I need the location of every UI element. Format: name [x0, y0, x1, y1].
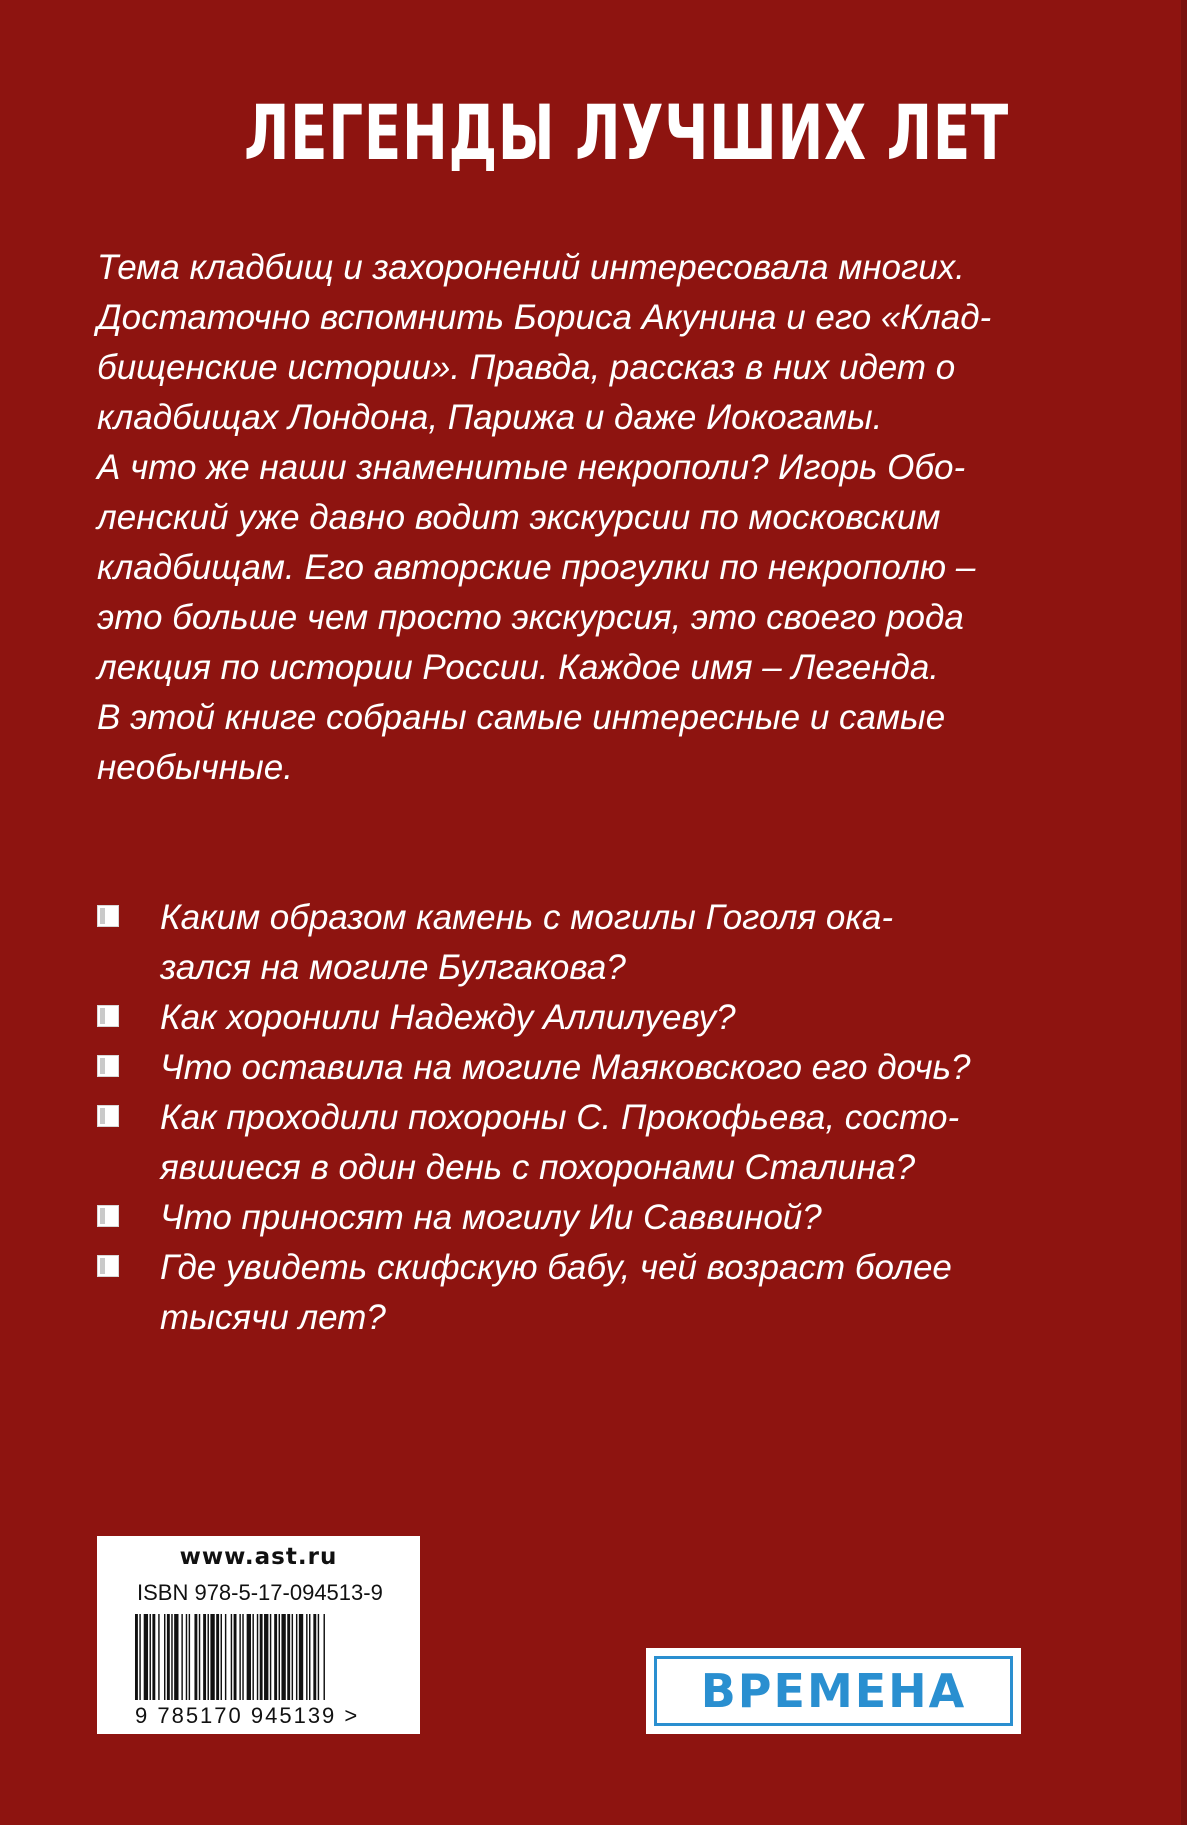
- barcode-bar: [324, 1614, 325, 1700]
- barcode-bar: [234, 1614, 237, 1700]
- barcode-bar: [164, 1614, 165, 1700]
- barcode-bar: [281, 1614, 285, 1700]
- checkbox-bullet-icon: [97, 1005, 119, 1027]
- description-line: кладбищам. Его авторские прогулки по некрополю –: [97, 548, 976, 587]
- barcode-bar: [181, 1614, 182, 1700]
- barcode-bar: [144, 1614, 148, 1700]
- question-item: [97, 993, 1077, 1043]
- logo-frame: [654, 1656, 1013, 1726]
- question-item: [97, 893, 1077, 993]
- description-line: кладбищах Лондона, Парижа и даже Иокогамы.: [97, 398, 883, 437]
- barcode-bar: [279, 1614, 280, 1700]
- barcode-bar: [231, 1614, 232, 1700]
- cover-edge: [1181, 0, 1187, 1825]
- checkbox-bullet-icon: [97, 1055, 119, 1077]
- barcode-bar: [225, 1614, 226, 1700]
- description-line: лекция по истории России. Каждое имя – Легенда.: [97, 648, 940, 687]
- barcode-bar: [296, 1614, 297, 1700]
- description-line: ленский уже давно водит экскурсии по московским: [97, 498, 941, 537]
- barcode-bar: [299, 1614, 303, 1700]
- question-line: Как проходили похороны С. Прокофьева, состо-: [160, 1098, 960, 1137]
- barcode-bar: [216, 1614, 219, 1700]
- barcode-bar: [306, 1614, 307, 1700]
- question-line: Где увидеть скифскую бабу, чей возраст более: [160, 1248, 952, 1287]
- barcode-bar: [135, 1614, 138, 1700]
- barcode-bar: [221, 1614, 222, 1700]
- description-line: Тема кладбищ и захоронений интересовала многих.: [97, 248, 965, 287]
- barcode-bar: [189, 1614, 190, 1700]
- question-line: Каким образом камень с могилы Гоголя ока-: [160, 898, 894, 937]
- question-item: [97, 1193, 1077, 1243]
- question-line: Что приносят на могилу Ии Саввиной?: [160, 1198, 822, 1237]
- barcode-bar: [171, 1614, 172, 1700]
- barcode-panel: [97, 1536, 420, 1734]
- barcode-bar: [313, 1614, 316, 1700]
- logo-text: ВРЕМЕНА: [700, 1664, 967, 1718]
- barcode-bar: [203, 1614, 206, 1700]
- barcode-bar: [199, 1614, 200, 1700]
- barcode-bar: [208, 1614, 209, 1700]
- description-line: В этой книге собраны самые интересные и самые: [97, 698, 946, 737]
- barcode-bar: [260, 1614, 263, 1700]
- cover-title: ЛЕГЕНДЫ ЛУЧШИХ ЛЕТ: [244, 88, 1009, 177]
- description-line: бищенские истории». Правда, рассказ в них идет о: [97, 348, 956, 387]
- barcode-bar: [309, 1614, 310, 1700]
- barcode-bar: [150, 1614, 151, 1700]
- question-list: [97, 893, 1077, 1343]
- question-item: [97, 1243, 1077, 1343]
- barcode-bar: [292, 1614, 293, 1700]
- barcode-bar: [210, 1614, 214, 1700]
- barcode-bar: [186, 1614, 187, 1700]
- barcode-bar: [174, 1614, 178, 1700]
- question-line: зался на могиле Булгакова?: [160, 948, 626, 987]
- barcode-bar: [274, 1614, 277, 1700]
- barcode-bar: [264, 1614, 268, 1700]
- barcode-icon: [135, 1614, 383, 1700]
- barcode-bar: [270, 1614, 271, 1700]
- cover-description: [97, 243, 1077, 793]
- barcode-bar: [257, 1614, 258, 1700]
- question-line: явшиеся в один день с похоронами Сталина?: [160, 1148, 916, 1187]
- isbn-label: ISBN 978-5-17-094513-9: [137, 1580, 383, 1605]
- question-line: Что оставила на могиле Маяковского его дочь?: [160, 1048, 971, 1087]
- description-line: Достаточно вспомнить Бориса Акунина и его «Клад-: [97, 298, 992, 337]
- checkbox-bullet-icon: [97, 1105, 119, 1127]
- description-line: необычные.: [97, 748, 293, 787]
- checkbox-bullet-icon: [97, 1255, 119, 1277]
- checkbox-bullet-icon: [97, 905, 119, 927]
- barcode-bar: [242, 1614, 243, 1700]
- barcode-digits: 9 785170 945139 >: [135, 1703, 360, 1728]
- barcode-bar: [318, 1614, 319, 1700]
- description-line: А что же наши знаменитые некрополи? Игорь Обо-: [97, 448, 966, 487]
- description-line: это больше чем просто экскурсия, это своего рода: [97, 598, 964, 637]
- barcode-bar: [287, 1614, 290, 1700]
- publisher-url: www.ast.ru: [179, 1544, 338, 1570]
- barcode-bar: [239, 1614, 240, 1700]
- checkbox-bullet-icon: [97, 1205, 119, 1227]
- barcode-bar: [139, 1614, 140, 1700]
- publisher-series-logo: [646, 1648, 1021, 1734]
- barcode-bar: [167, 1614, 170, 1700]
- barcode-bar: [194, 1614, 197, 1700]
- barcode-bar: [247, 1614, 251, 1700]
- barcode-bar: [252, 1614, 253, 1700]
- barcode-bar: [152, 1614, 155, 1700]
- question-item: [97, 1093, 1077, 1193]
- barcode-bar: [158, 1614, 159, 1700]
- question-line: тысячи лет?: [160, 1298, 386, 1337]
- question-item: [97, 1043, 1077, 1093]
- question-line: Как хоронили Надежду Аллилуеву?: [160, 998, 736, 1037]
